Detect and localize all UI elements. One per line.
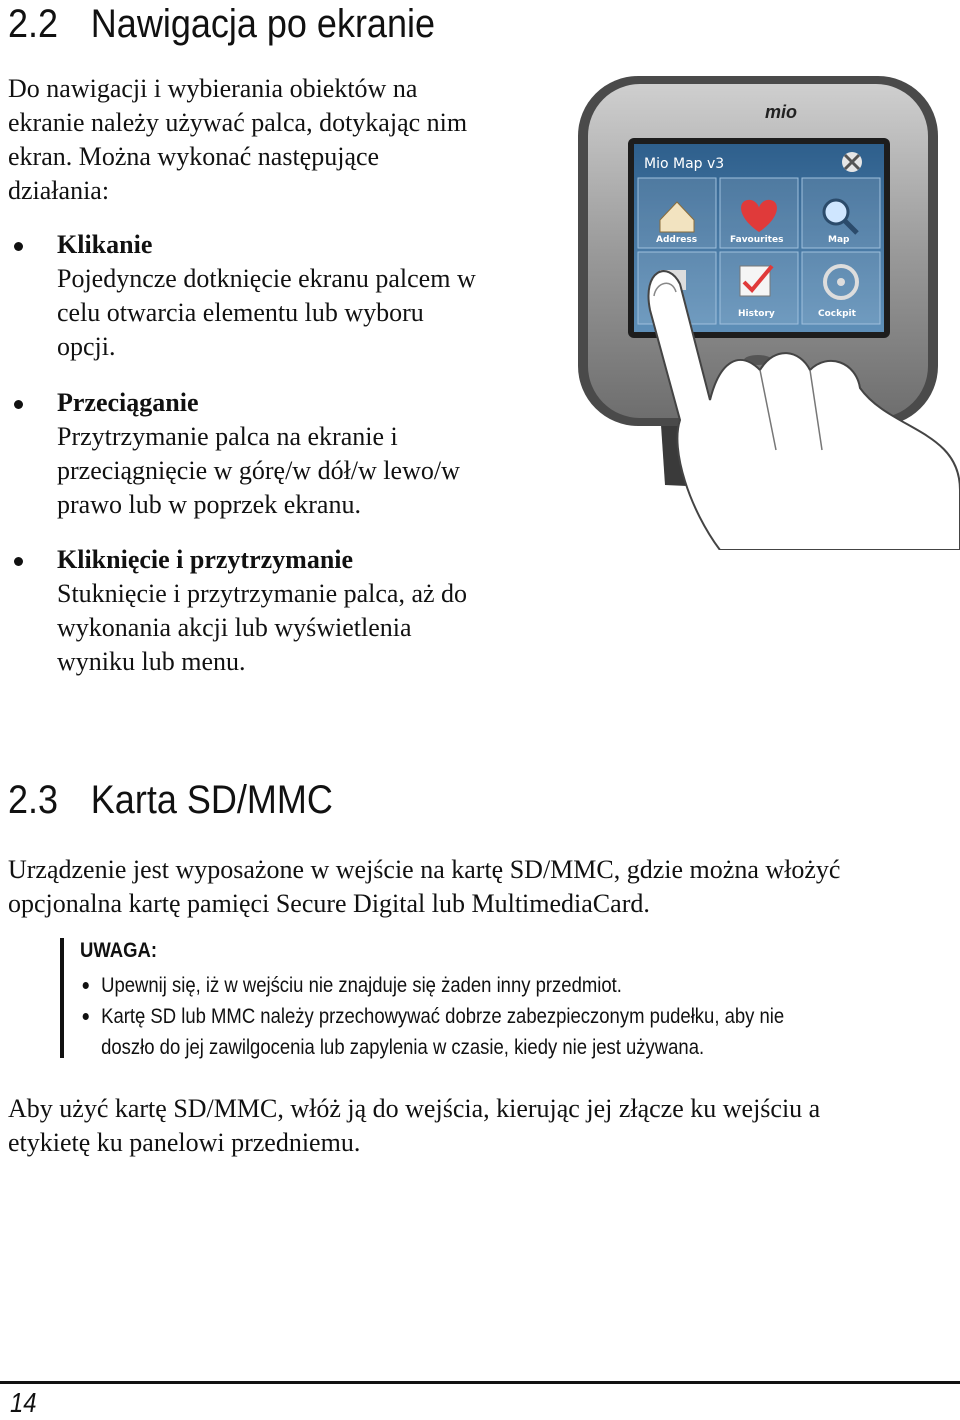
checklist-icon: [740, 266, 772, 296]
section-number: 2.2: [8, 2, 59, 46]
sd-paragraph-1: [8, 853, 840, 921]
intro-line: Do nawigacji i wybierania obiektów na: [8, 74, 418, 103]
device-logo: mio: [765, 102, 798, 122]
bullet-line: opcji.: [57, 332, 116, 361]
menu-label-map: Map: [828, 235, 850, 245]
bullet-title: Kliknięcie i przytrzymanie: [57, 545, 354, 574]
bullet-line: Przytrzymanie palca na ekranie i: [57, 422, 398, 451]
section-number: 2.3: [8, 778, 59, 822]
menu-label-address: Address: [656, 235, 698, 245]
paragraph-line: etykietę ku panelowi przedniemu.: [8, 1128, 361, 1157]
intro-line: działania:: [8, 176, 110, 205]
intro-line: ekranie należy używać palca, dotykając nim: [8, 108, 468, 137]
bullet-line: przeciągnięcie w górę/w dół/w lewo/w: [57, 456, 460, 485]
section-title: Karta SD/MMC: [90, 778, 333, 822]
note-box: [60, 938, 960, 1058]
menu-label-history: History: [738, 309, 775, 319]
bullet-icon: [14, 557, 23, 566]
bullet-icon: [83, 982, 89, 989]
section-heading-2-3: [8, 778, 333, 822]
section-heading-2-2: [8, 2, 435, 46]
screen-title: Mio Map v3: [644, 156, 725, 172]
note-item: [80, 970, 946, 1001]
note-item: [80, 1001, 946, 1063]
bullet-line: Stuknięcie i przytrzymanie palca, aż do: [57, 579, 468, 608]
note-line: doszło do jej zawilgocenia lub zapylenia w czasie, kiedy nie jest używana.: [101, 1036, 705, 1059]
bullet-item-klikanie: [8, 228, 548, 364]
bullet-line: prawo lub w poprzek ekranu.: [57, 490, 361, 519]
bullet-title: Klikanie: [57, 230, 153, 259]
bullet-line: celu otwarcia elementu lub wyboru: [57, 298, 424, 327]
paragraph-line: Urządzenie jest wyposażone w wejście na kartę SD/MMC, gdzie można włożyć: [8, 855, 841, 884]
bullet-line: wyniku lub menu.: [57, 647, 246, 676]
paragraph-line: opcjonalna kartę pamięci Secure Digital lub MultimediaCard.: [8, 889, 650, 918]
bullet-icon: [83, 1013, 89, 1020]
bullet-item-klikniecie-przytrzymanie: [8, 543, 548, 679]
bullet-line: wykonania akcji lub wyświetlenia: [57, 613, 412, 642]
footer-rule: [0, 1381, 960, 1384]
bullet-icon: [14, 400, 23, 409]
bullet-item-przeciaganie: [8, 386, 548, 522]
paragraph-line: Aby użyć kartę SD/MMC, włóż ją do wejścia, kierując jej złącze ku wejściu a: [8, 1094, 821, 1123]
page-number: 14: [10, 1387, 37, 1418]
bullet-icon: [14, 242, 23, 251]
menu-label-cockpit: Cockpit: [818, 309, 856, 319]
bullet-line: Pojedyncze dotknięcie ekranu palcem w: [57, 264, 476, 293]
sd-paragraph-2: [8, 1092, 820, 1160]
intro-line: ekran. Można wykonać następujące: [8, 142, 380, 171]
tools-icon[interactable]: [842, 152, 862, 172]
gps-device-illustration: [560, 70, 960, 550]
note-line: Upewnij się, iż w wejściu nie znajduje się żaden inny przedmiot.: [101, 974, 622, 997]
note-line: Kartę SD lub MMC należy przechowywać dobrze zabezpieczonym pudełku, aby nie: [101, 1005, 785, 1028]
menu-label-favourites: Favourites: [730, 235, 784, 245]
note-label: UWAGA:: [80, 939, 157, 962]
intro-paragraph: [8, 72, 467, 208]
section-title: Nawigacja po ekranie: [90, 2, 436, 46]
bullet-title: Przeciąganie: [57, 388, 199, 417]
